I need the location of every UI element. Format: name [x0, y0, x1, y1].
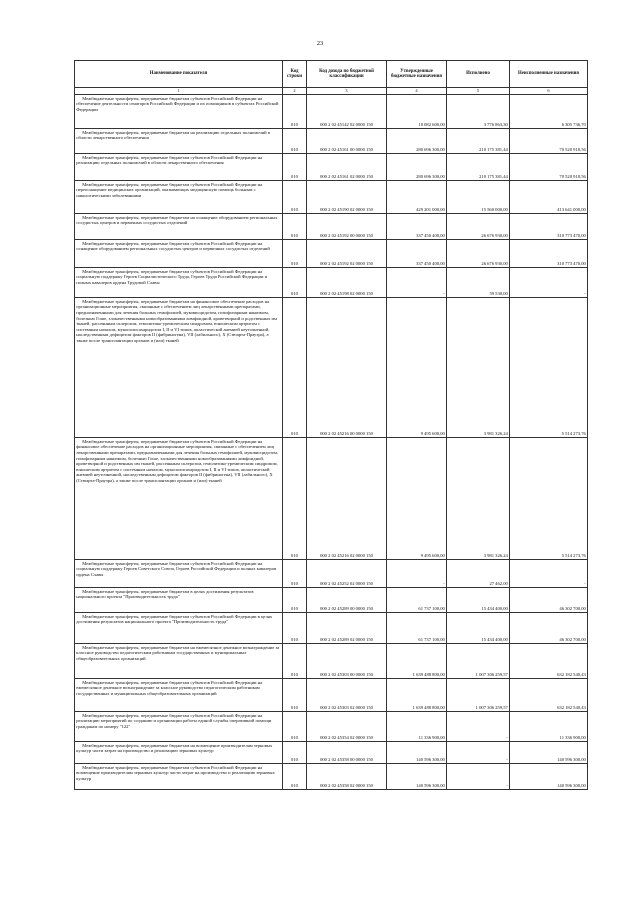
row-executed: -	[447, 764, 510, 790]
row-unexecuted: 11 336 900,00	[510, 712, 588, 742]
header-income-code: Код дохода по бюджетной классификации	[307, 61, 387, 88]
row-approved: 140 596 300,00	[387, 742, 447, 764]
row-line-code: 010	[283, 214, 307, 240]
row-executed: 26 676 930,00	[447, 240, 510, 268]
row-approved: 11 336 900,00	[387, 712, 447, 742]
row-name-text: Межбюджетные трансферты, передаваемые бюджетам в целях достижения результатов национального проекта "Производительность труда"	[76, 588, 254, 600]
row-name	[75, 95, 283, 129]
row-approved: 1 639 488 800,00	[387, 679, 447, 712]
row-name-text: Межбюджетные трансферты, передаваемые бюджетам субъектов Российской Федерации на ежемесячное денежное вознаграждение за классное руководство педагогическим работникам государственных и муниципальных общеобразовательных организаций	[76, 679, 263, 696]
row-executed: 59 530,00	[447, 268, 510, 298]
row-approved: 140 596 300,00	[387, 764, 447, 790]
row-approved: 61 737 100,00	[387, 588, 447, 613]
page-number: 23	[316, 40, 324, 47]
row-executed: 210 175 381,44	[447, 154, 510, 181]
table-row	[75, 181, 588, 214]
row-name	[75, 298, 283, 438]
row-line-code: 010	[283, 742, 307, 764]
row-approved: 337 450 400,00	[387, 240, 447, 268]
row-name	[75, 268, 283, 298]
table-row	[75, 268, 588, 298]
row-income-code: 000 2 02 45142 02 0000 150	[307, 95, 387, 129]
row-approved: 1 639 488 800,00	[387, 644, 447, 679]
row-name	[75, 712, 283, 742]
row-unexecuted: 310 773 470,00	[510, 214, 588, 240]
row-line-code: 010	[283, 764, 307, 790]
row-executed: 26 676 930,00	[447, 214, 510, 240]
row-executed: 1 007 306 259,57	[447, 679, 510, 712]
header-approved: Утвержденные бюджетные назначения	[387, 61, 447, 88]
row-approved: -	[387, 268, 447, 298]
row-unexecuted: 46 302 700,00	[510, 613, 588, 644]
row-income-code: 000 2 02 45289 02 0000 150	[307, 613, 387, 644]
row-name	[75, 560, 283, 588]
table-row	[75, 764, 588, 790]
table-row	[75, 154, 588, 181]
row-name-text: Межбюджетные трансферты, передаваемые бюджетам субъектов Российской Федерации на реализацию отдельных полномочий в области лекарственного обеспечения	[76, 154, 263, 166]
row-name-text: Межбюджетные трансферты, передаваемые бюджетам субъектов Российской Федерации в целях достижения результатов национального проекта "Производительность труда"	[76, 613, 273, 625]
header-line-code: Код строки	[283, 61, 307, 88]
row-name-text: Межбюджетные трансферты, передаваемые бюджетам субъектов Российской Федерации на оснащение оборудованием региональных сосудистых центров и первичных сосудистых отделений	[76, 240, 270, 252]
row-line-code: 010	[283, 240, 307, 268]
row-income-code: 000 2 02 45289 00 0000 150	[307, 588, 387, 613]
table-body	[75, 95, 588, 790]
row-unexecuted: 6 305 736,70	[510, 95, 588, 129]
row-line-code: 010	[283, 712, 307, 742]
row-income-code: 000 2 02 45354 02 0000 150	[307, 712, 387, 742]
row-line-code: 010	[283, 268, 307, 298]
row-income-code: 000 2 02 45358 00 0000 150	[307, 742, 387, 764]
row-line-code: 010	[283, 129, 307, 154]
column-number: 2	[283, 88, 307, 95]
row-unexecuted: 5 514 273,76	[510, 438, 588, 560]
row-executed: 15 560 000,00	[447, 181, 510, 214]
column-number-row	[75, 88, 588, 95]
row-name	[75, 679, 283, 712]
row-approved: 429 201 000,00	[387, 181, 447, 214]
row-line-code: 010	[283, 181, 307, 214]
row-name	[75, 181, 283, 214]
row-line-code: 010	[283, 644, 307, 679]
row-name-text: Межбюджетные трансферты, передаваемые бюджетам субъектов Российской Федерации на реализацию мероприятий по созданию и организации работы единой службы оперативной помощи гражданам по номеру "122"	[76, 712, 272, 729]
table-row	[75, 129, 588, 154]
row-name-text: Межбюджетные трансферты, передаваемые бюджетам субъектов Российской Федерации на финансовое обеспечение расходов на организационные мероприятия, связанные с обеспечением лиц лекарственными препаратами, предназначенными для лечения больных гемофилией, муковисцидозом, гипофизарным нанизмом, болезнью Гоше, злокачественными новообразованиями лимфоидной, кроветворной и родственных им тканей, рассеянным склерозом, гемолитико-уремическим синдромом, юношеским артритом с системным началом, мукополисахаридозом I, II и VI типов, апластической анемией неуточненной, наследственным дефицитом факторов II (фибриногена), VII (лабильного), X (Стюарта-Прауэра), а также после трансплантации органов и (или) тканей	[76, 438, 278, 483]
table-row	[75, 214, 588, 240]
row-executed: 210 175 381,44	[447, 129, 510, 154]
row-approved: 9 495 600,00	[387, 438, 447, 560]
row-line-code: 010	[283, 95, 307, 129]
row-income-code: 000 2 02 45161 00 0000 150	[307, 129, 387, 154]
row-line-code: 010	[283, 679, 307, 712]
row-line-code: 010	[283, 438, 307, 560]
row-name-text: Межбюджетные трансферты, передаваемые бюджетам субъектов Российской Федерации на социальную поддержку Героев Советского Союза, Героев Российской Федерации и полных кавалеров ордена Славы	[76, 560, 277, 577]
row-unexecuted: 46 302 700,00	[510, 588, 588, 613]
row-executed: 27 462,00	[447, 560, 510, 588]
row-approved: 337 450 400,00	[387, 214, 447, 240]
row-income-code: 000 2 02 45216 02 0000 150	[307, 438, 387, 560]
row-name-text: Межбюджетные трансферты, передаваемые бюджетам на оснащение оборудованием региональных сосудистых центров и первичных сосудистых отделений	[76, 214, 278, 226]
row-name-text: Межбюджетные трансферты, передаваемые бюджетам субъектов Российской Федерации на социальную поддержку Героев Социалистического Труда, Героев Труда Российской Федерации и полных кавалеров ордена Трудовой Славы	[76, 268, 268, 285]
row-income-code: 000 2 02 45358 02 0000 150	[307, 764, 387, 790]
row-income-code: 000 2 02 45303 02 0000 150	[307, 679, 387, 712]
row-income-code: 000 2 02 45161 02 0000 150	[307, 154, 387, 181]
table-row	[75, 438, 588, 560]
table-row	[75, 644, 588, 679]
table-row	[75, 613, 588, 644]
column-number: 4	[387, 88, 447, 95]
row-name	[75, 644, 283, 679]
row-unexecuted: 70 520 918,56	[510, 129, 588, 154]
row-name	[75, 240, 283, 268]
column-number: 5	[447, 88, 510, 95]
row-executed: 3 981 326,24	[447, 438, 510, 560]
row-executed: -	[447, 742, 510, 764]
column-number: 1	[75, 88, 283, 95]
table-header-row	[75, 61, 588, 88]
row-income-code: 000 2 02 45303 00 0000 150	[307, 644, 387, 679]
row-executed: 15 434 400,00	[447, 613, 510, 644]
row-income-code: 000 2 02 45192 00 0000 150	[307, 214, 387, 240]
table-row	[75, 95, 588, 129]
row-executed: 3 776 863,30	[447, 95, 510, 129]
header-executed: Исполнено	[447, 61, 510, 88]
row-unexecuted: 140 596 300,00	[510, 764, 588, 790]
row-income-code: 000 2 02 45192 02 0000 150	[307, 240, 387, 268]
table-row	[75, 742, 588, 764]
header-name: Наименование показателя	[75, 61, 283, 88]
budget-execution-table	[74, 60, 588, 790]
row-executed: 1 007 306 259,57	[447, 644, 510, 679]
row-name	[75, 613, 283, 644]
row-name-text: Межбюджетные трансферты, передаваемые бюджетам субъектов Российской Федерации на возмещение производителям зерновых культур части затрат на производство и реализацию зерновых культур	[76, 764, 275, 781]
row-name-text: Межбюджетные трансферты, передаваемые бюджетам субъектов Российской Федерации на переоснащение медицинских организаций, оказывающих медицинскую помощь больным с онкологическими заболеваниями	[76, 181, 263, 198]
header-unexecuted: Неисполненные назначения	[510, 61, 588, 88]
column-number: 3	[307, 88, 387, 95]
table-row	[75, 240, 588, 268]
row-line-code: 010	[283, 588, 307, 613]
table-row	[75, 712, 588, 742]
row-income-code: 000 2 02 45216 00 0000 150	[307, 298, 387, 438]
row-income-code: 000 2 02 45198 02 0000 150	[307, 268, 387, 298]
row-executed: 15 434 400,00	[447, 588, 510, 613]
row-name-text: Межбюджетные трансферты, передаваемые бюджетам на реализацию отдельных полномочий в области лекарственного обеспечения	[76, 129, 270, 141]
row-unexecuted: -	[510, 268, 588, 298]
row-executed: 3 981 326,24	[447, 298, 510, 438]
row-name	[75, 214, 283, 240]
row-name-text: Межбюджетные трансферты, передаваемые бюджетам на финансовое обеспечение расходов на организационные мероприятия, связанные с обеспечением лиц лекарственными препаратами, предназначенными для лечения больных гемофилией, муковисцидозом, гипофизарным нанизмом, болезнью Гоше, злокачественными новообразованиями лимфоидной, кроветворной и родственных им тканей, рассеянным склерозом, гемолитико-уремическим синдромом, юношеским артритом с системным началом, мукополисахаридозом I, II и VI типов, апластической анемией неуточненной, наследственным дефицитом факторов II (фибриногена), VII (лабильного), X (Стюарта-Прауэра), а также после трансплантации органов и (или) тканей	[76, 298, 277, 343]
row-income-code: 000 2 02 45190 02 0000 150	[307, 181, 387, 214]
row-line-code: 010	[283, 613, 307, 644]
row-unexecuted: 632 182 540,43	[510, 679, 588, 712]
row-approved: 61 737 100,00	[387, 613, 447, 644]
row-name	[75, 742, 283, 764]
row-name-text: Межбюджетные трансферты, передаваемые бюджетам на ежемесячное денежное вознаграждение за классное руководство педагогическим работникам государственных и муниципальных общеобразовательных организаций	[76, 644, 280, 661]
row-name-text: Межбюджетные трансферты, передаваемые бюджетам на возмещение производителям зерновых культур части затрат на производство и реализацию зерновых культур	[76, 742, 273, 754]
row-executed: -	[447, 712, 510, 742]
row-unexecuted: 5 514 273,76	[510, 298, 588, 438]
row-unexecuted: -	[510, 560, 588, 588]
row-approved: 9 495 600,00	[387, 298, 447, 438]
row-approved: 280 696 300,00	[387, 154, 447, 181]
row-line-code: 010	[283, 154, 307, 181]
row-name	[75, 154, 283, 181]
column-number: 6	[510, 88, 588, 95]
row-income-code: 000 2 02 45252 02 0000 150	[307, 560, 387, 588]
row-unexecuted: 70 520 918,56	[510, 154, 588, 181]
row-name	[75, 588, 283, 613]
row-unexecuted: 140 596 300,00	[510, 742, 588, 764]
row-name	[75, 764, 283, 790]
row-approved: 10 082 600,00	[387, 95, 447, 129]
row-line-code: 010	[283, 298, 307, 438]
table-row	[75, 298, 588, 438]
table-row	[75, 588, 588, 613]
row-unexecuted: 413 641 000,00	[510, 181, 588, 214]
row-approved: -	[387, 560, 447, 588]
row-name	[75, 438, 283, 560]
row-unexecuted: 310 773 470,00	[510, 240, 588, 268]
row-approved: 280 696 300,00	[387, 129, 447, 154]
table-row	[75, 679, 588, 712]
table-row	[75, 560, 588, 588]
row-unexecuted: 632 182 540,43	[510, 644, 588, 679]
row-name-text: Межбюджетные трансферты, передаваемые бюджетам субъектов Российской Федерации на обеспечение деятельности сенаторов Российской Федерации и их помощников в субъектах Российской Федерации	[76, 95, 279, 112]
row-line-code: 010	[283, 560, 307, 588]
row-name	[75, 129, 283, 154]
